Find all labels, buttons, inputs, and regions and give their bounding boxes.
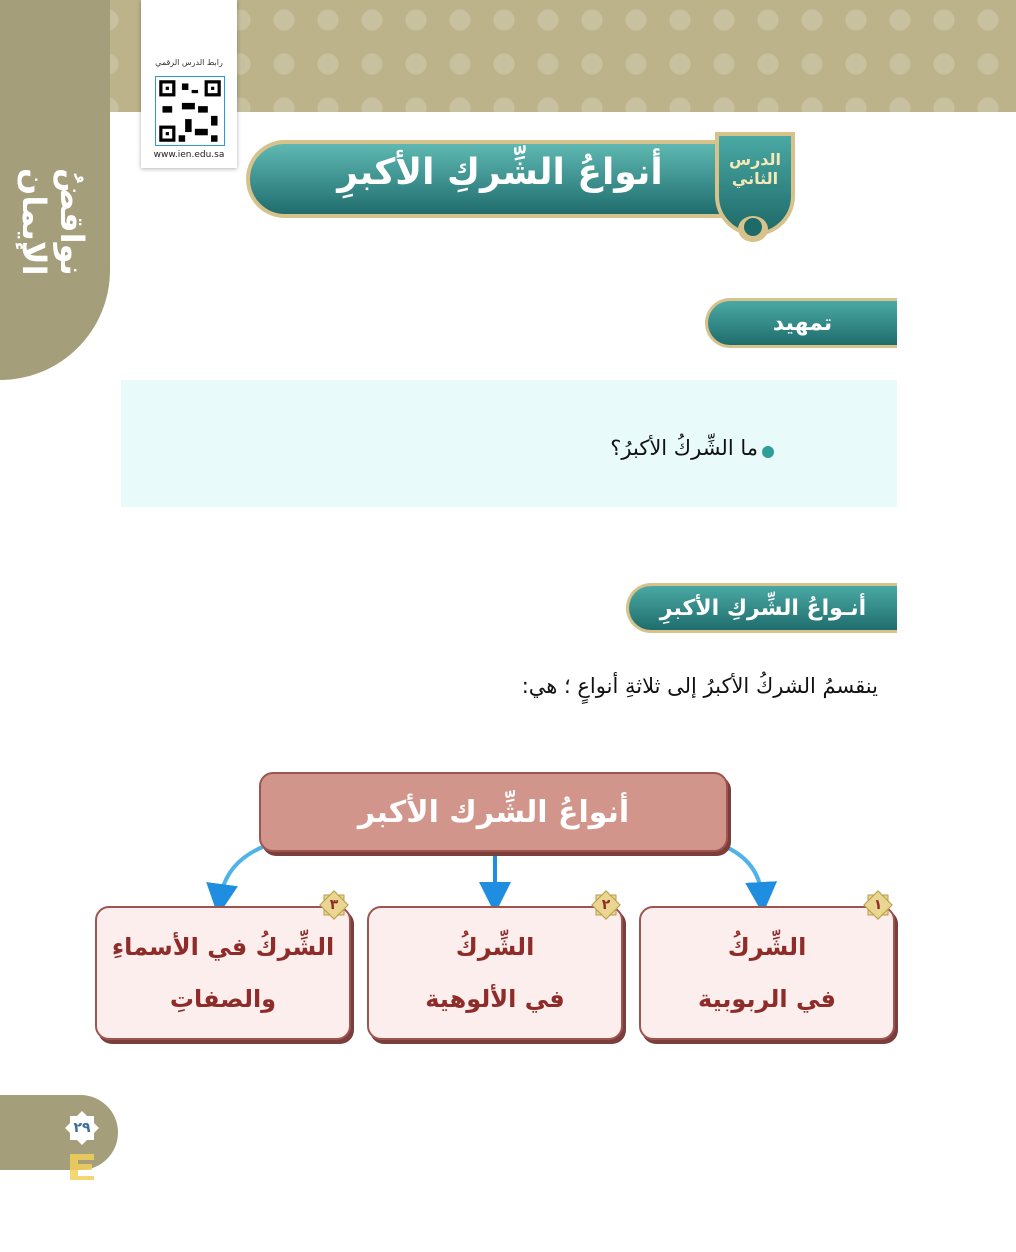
item-2-number: ٢: [601, 897, 611, 913]
lesson-badge-line2: الثاني: [731, 169, 779, 188]
item-3-line2: والصفاتِ: [169, 985, 277, 1013]
diagram-item-3: [95, 906, 351, 1040]
intro-question: ما الشِّركُ الأكبرُ؟: [610, 436, 758, 460]
lesson-title: أنواعُ الشِّركِ الأكبرِ: [337, 152, 663, 193]
arrow-right: [724, 846, 762, 898]
item-3-line1: الشِّركُ في الأسماءِ: [111, 933, 335, 961]
chapter-title: نواقضُ الإيمان: [15, 168, 91, 276]
number-star-icon: [861, 888, 895, 922]
types-paragraph: ينقسمُ الشركُ الأكبرُ إلى ثلاثةِ أنواعٍ ؛ هي:: [521, 674, 878, 698]
item-1-line1: الشِّركُ: [727, 933, 807, 961]
page-number: ٢٩: [73, 1120, 91, 1136]
intro-heading: تمهيد: [705, 298, 897, 348]
qr-url[interactable]: www.ien.edu.sa: [153, 150, 225, 160]
item-2-line1: الشِّركُ: [455, 933, 535, 961]
qr-label: رابط الدرس الرقمي: [155, 58, 223, 67]
item-2-line2: في الألوهية: [425, 985, 565, 1013]
number-star-icon: [317, 888, 351, 922]
diagram-item-1: [639, 906, 895, 1040]
item-1-number: ١: [873, 897, 883, 913]
arrow-left: [220, 846, 265, 900]
item-3-number: ٣: [329, 897, 339, 913]
lesson-badge-line1: الدرس: [728, 150, 782, 169]
types-heading: أنـواعُ الشِّركِ الأكبرِ: [626, 583, 897, 633]
diagram-root: أنواعُ الشِّرك الأكبر: [259, 772, 728, 852]
number-star-icon: [589, 888, 623, 922]
diagram-item-2: [367, 906, 623, 1040]
logo-icon: [64, 1148, 100, 1182]
item-1-line2: في الربوبية: [698, 985, 836, 1013]
